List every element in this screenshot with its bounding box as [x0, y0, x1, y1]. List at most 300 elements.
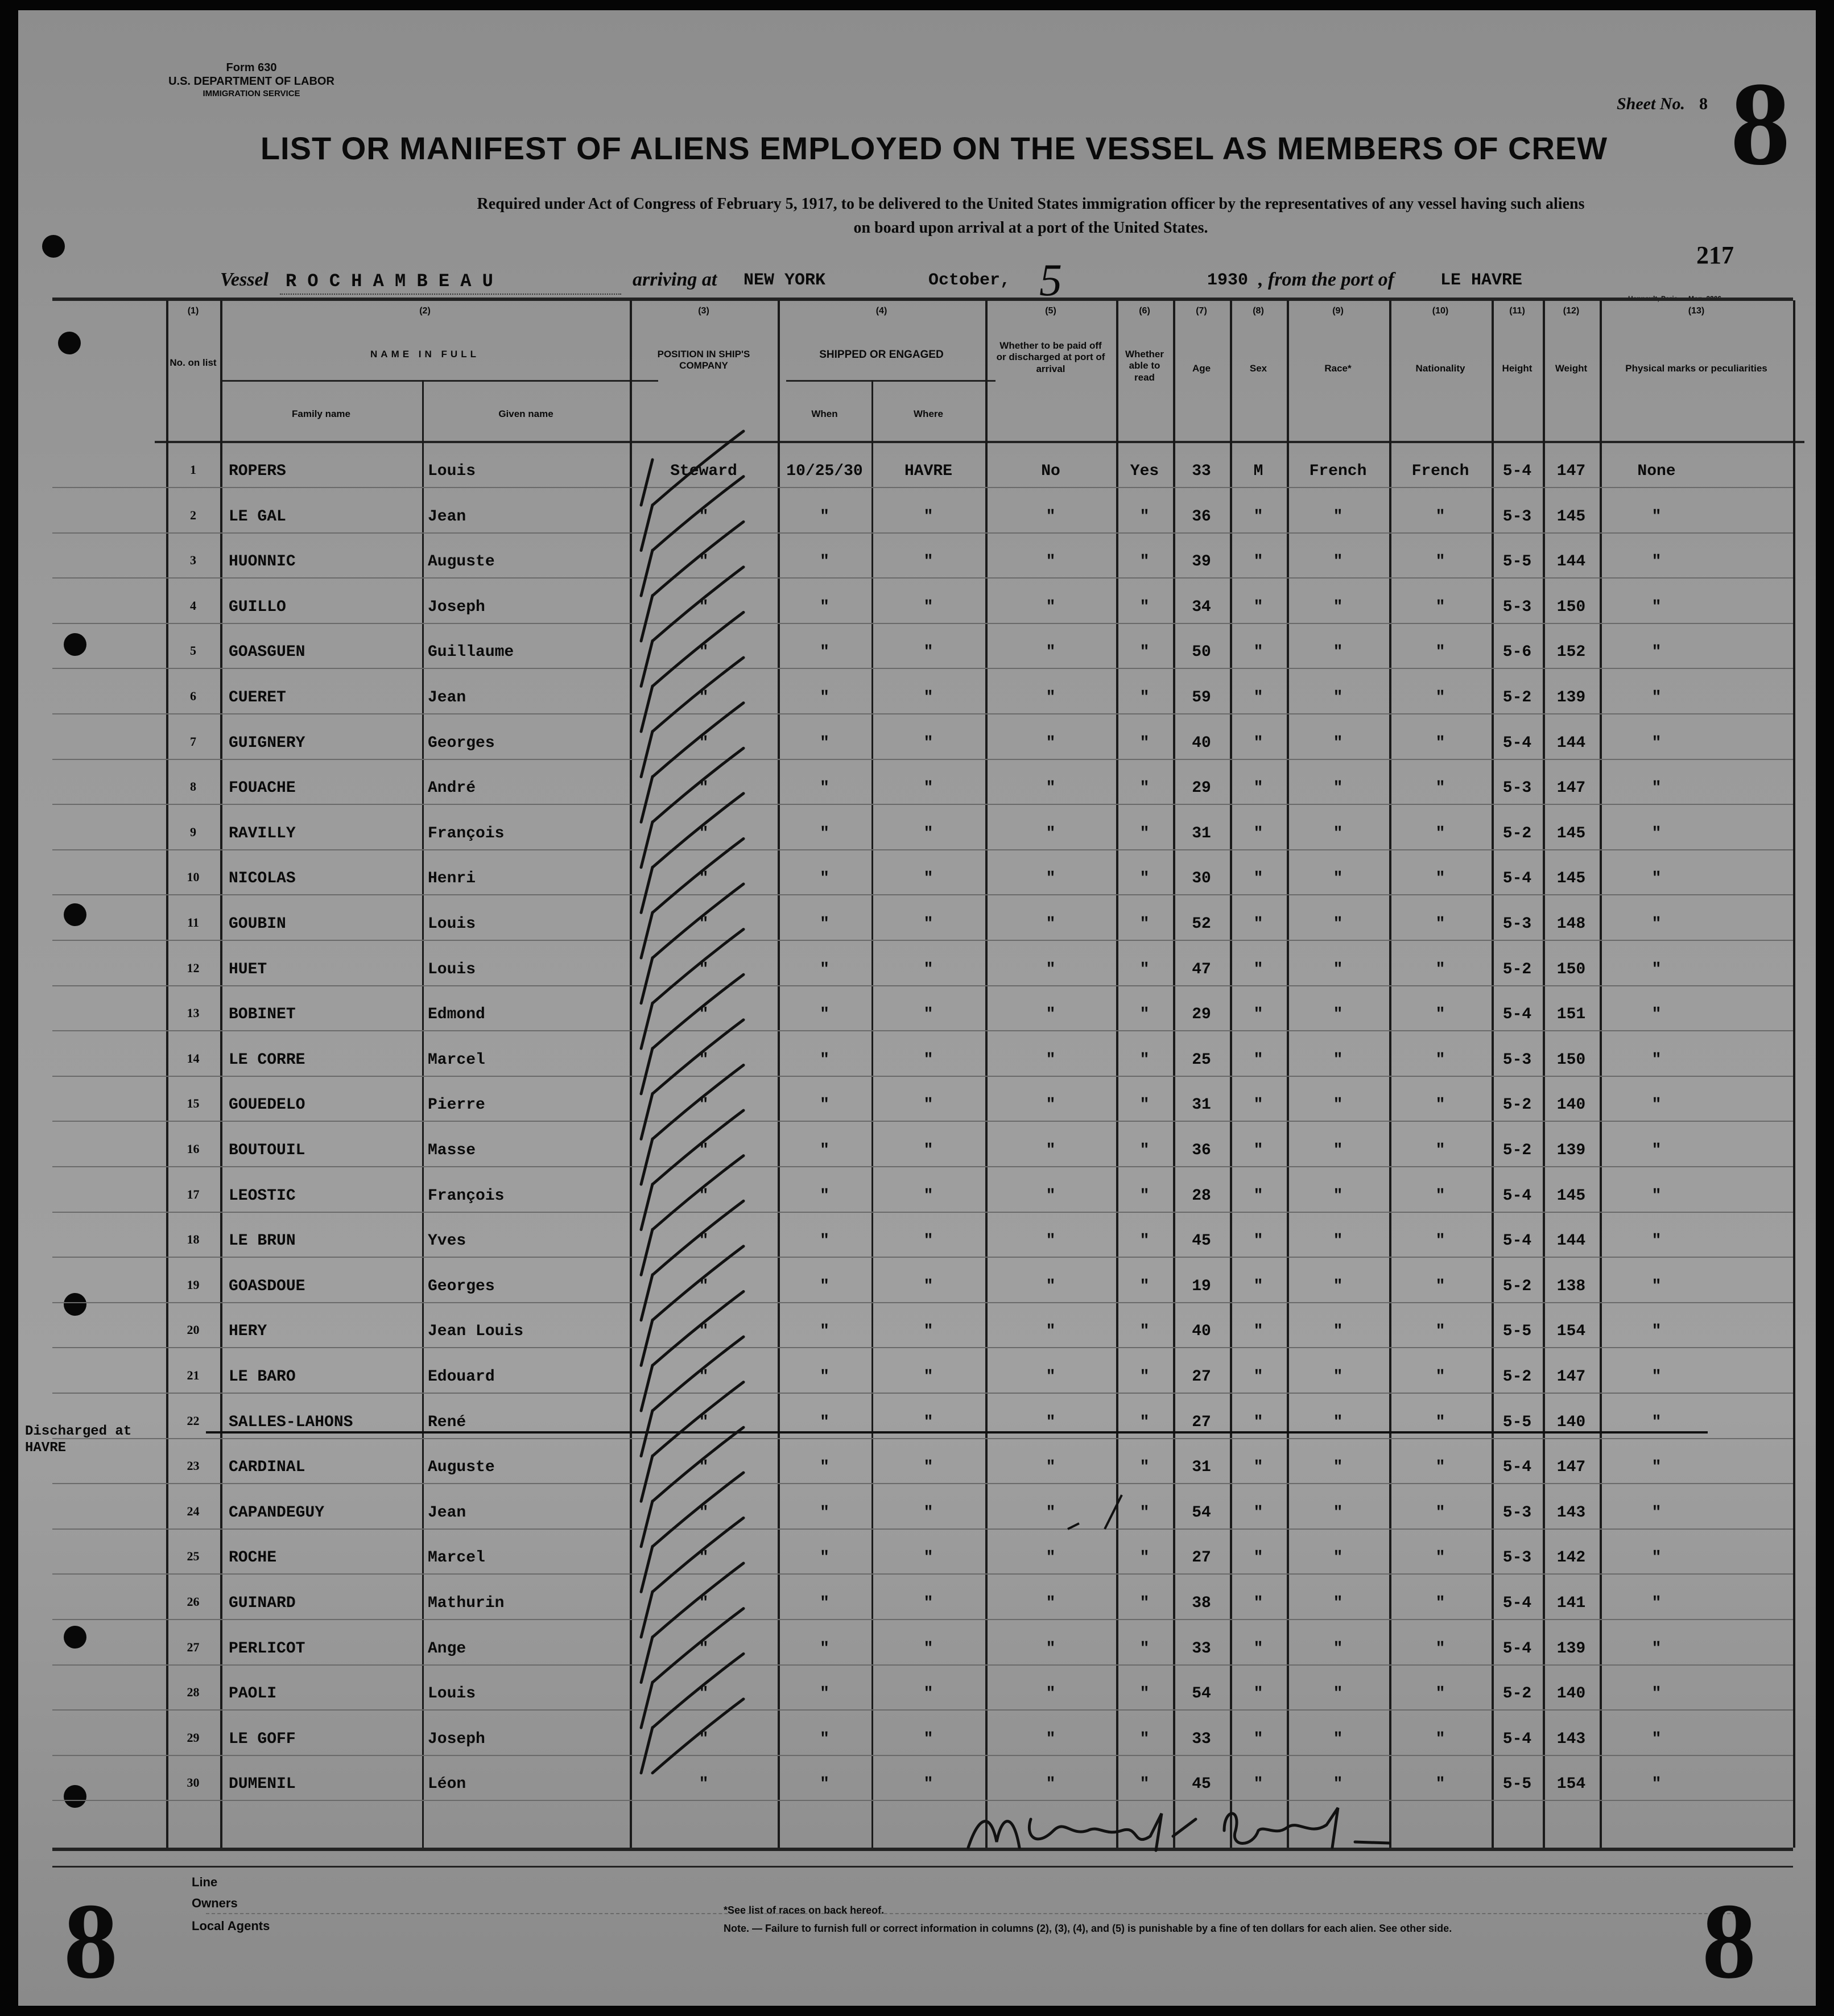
cell-sex: " [1253, 689, 1263, 707]
cell-given: Edmond [428, 1006, 485, 1024]
cell-sex: " [1253, 1503, 1263, 1522]
cell-paid-off: " [1046, 915, 1056, 933]
cell-race: " [1333, 1730, 1343, 1748]
cell-race: " [1333, 643, 1343, 662]
cell-family: HUET [229, 960, 267, 978]
col-number: (2) [419, 306, 431, 316]
cell-when: " [820, 1368, 829, 1386]
cell-nationality: " [1435, 1594, 1445, 1612]
cell-nationality: " [1435, 960, 1445, 978]
cell-no: 8 [190, 779, 196, 794]
cell-no: 13 [187, 1006, 200, 1021]
cell-sex: " [1253, 1368, 1263, 1386]
cell-race: " [1333, 1459, 1343, 1477]
row-rule [52, 1438, 1793, 1439]
cell-family: PAOLI [229, 1685, 277, 1703]
cell-given: François [428, 1187, 505, 1205]
cell-marks: " [1651, 1232, 1662, 1250]
cell-marks: " [1651, 1594, 1662, 1612]
row-rule [52, 1528, 1793, 1530]
cell-when: " [820, 1549, 829, 1567]
cell-paid-off: " [1046, 1277, 1056, 1295]
header-rule-shipped [786, 380, 996, 382]
vessel-name: R O C H A M B E A U [286, 271, 493, 292]
cell-where: " [923, 1277, 933, 1295]
col-divider [422, 380, 424, 1848]
position-check-marks [630, 397, 778, 1819]
cell-family: DUMENIL [229, 1775, 296, 1794]
cell-height: 5-6 [1502, 643, 1532, 662]
cell-family: LE GAL [229, 507, 286, 526]
cell-where: " [923, 1368, 933, 1386]
cell-nationality: " [1435, 1639, 1445, 1658]
sheet-number-large: 8 [1730, 58, 1790, 190]
cell-nationality: " [1435, 1685, 1445, 1703]
cell-height: 5-3 [1502, 598, 1532, 616]
cell-position: Steward [670, 462, 737, 480]
row-rule [52, 804, 1793, 805]
cell-no: 6 [190, 689, 196, 703]
cell-age: 30 [1192, 870, 1211, 888]
cell-family: RAVILLY [229, 824, 296, 842]
cell-height: 5-2 [1502, 1277, 1532, 1295]
cell-family: CAPANDEGUY [229, 1503, 325, 1522]
row-rule [52, 623, 1793, 624]
binding-hole [42, 235, 65, 258]
cell-race: " [1333, 1368, 1343, 1386]
cell-age: 31 [1192, 824, 1211, 842]
cell-where: " [923, 1006, 933, 1024]
cell-read: " [1139, 960, 1150, 978]
check-mark [641, 1065, 743, 1139]
cell-marks: " [1651, 1277, 1662, 1295]
cell-paid-off: " [1046, 1730, 1056, 1748]
cell-paid-off: No [1041, 462, 1060, 480]
col-header-sex: Sex [1249, 363, 1267, 374]
cell-given: Pierre [428, 1096, 485, 1114]
cell-weight: 145 [1556, 1187, 1586, 1205]
cell-position: " [699, 1775, 709, 1794]
table-top-border [52, 298, 1793, 301]
cell-given: André [428, 779, 476, 798]
cell-paid-off: " [1046, 779, 1056, 798]
cell-height: 5-2 [1502, 1096, 1532, 1114]
cell-age: 40 [1192, 734, 1211, 752]
cell-where: " [923, 598, 933, 616]
cell-paid-off: " [1046, 1685, 1056, 1703]
cell-read: " [1139, 643, 1150, 662]
cell-height: 5-4 [1502, 1730, 1532, 1748]
cell-family: CUERET [229, 689, 286, 707]
cell-height: 5-3 [1502, 915, 1532, 933]
col-number: (10) [1432, 306, 1449, 316]
cell-given: Yves [428, 1232, 466, 1250]
cell-no: 2 [190, 507, 196, 522]
cell-age: 27 [1192, 1413, 1211, 1431]
cell-position: " [699, 643, 709, 662]
footer-line-label: Line [192, 1875, 218, 1889]
cell-nationality: " [1435, 1142, 1445, 1159]
col-header-paid-off: Whether to be paid off or discharged at port of arrival [996, 340, 1105, 374]
cell-family: ROPERS [229, 462, 286, 480]
cell-when: " [820, 1730, 829, 1748]
cell-position: " [699, 824, 709, 842]
col-header-race: Race* [1324, 363, 1352, 374]
cell-age: 36 [1192, 1142, 1211, 1159]
cell-nationality: " [1435, 598, 1445, 616]
col-number: (12) [1563, 306, 1580, 316]
row-rule [52, 1121, 1793, 1122]
cell-position: " [699, 1096, 709, 1114]
cell-age: 54 [1192, 1503, 1211, 1522]
cell-age: 27 [1192, 1549, 1211, 1567]
cell-nationality: " [1435, 1413, 1445, 1431]
cell-position: " [699, 1006, 709, 1024]
cell-given: Marcel [428, 1051, 485, 1069]
cell-height: 5-4 [1502, 462, 1532, 480]
row-rule [52, 1393, 1793, 1394]
cell-sex: " [1253, 643, 1263, 662]
cell-where: " [923, 507, 933, 526]
cell-when: " [820, 1503, 829, 1522]
cell-sex: " [1253, 1459, 1263, 1477]
cell-where: " [923, 1187, 933, 1205]
cell-marks: " [1651, 507, 1662, 526]
cell-no: 10 [187, 870, 200, 885]
check-mark [641, 1382, 743, 1456]
cell-when: " [820, 734, 829, 752]
cell-when: " [820, 1594, 829, 1612]
cell-sex: " [1253, 1142, 1263, 1159]
cell-age: 50 [1192, 643, 1211, 662]
cell-marks: " [1651, 1006, 1662, 1024]
cell-position: " [699, 1730, 709, 1748]
race-footnote: *See list of races on back hereof. [724, 1905, 885, 1916]
cell-family: GOASDOUE [229, 1277, 305, 1295]
cell-weight: 145 [1556, 507, 1586, 526]
row-rule [52, 532, 1793, 534]
cell-read: " [1139, 1775, 1150, 1794]
cell-when: " [820, 1639, 829, 1658]
printer-mark: Hennault, Paris — Mon. 2206. [1628, 295, 1724, 303]
cell-no: 9 [190, 824, 196, 839]
cell-paid-off: " [1046, 1459, 1056, 1477]
cell-family: CARDINAL [229, 1459, 305, 1477]
cell-nationality: " [1435, 1730, 1445, 1748]
cell-nationality: " [1435, 643, 1445, 662]
cell-nationality: " [1435, 915, 1445, 933]
col-header-marks: Physical marks or peculiarities [1625, 363, 1767, 374]
row-rule [52, 849, 1793, 850]
manifest-page [18, 10, 1816, 2006]
footer-owners-label: Owners [192, 1896, 238, 1910]
cell-given: Georges [428, 734, 495, 752]
cell-age: 38 [1192, 1594, 1211, 1612]
cell-given: Georges [428, 1277, 495, 1295]
cell-read: " [1139, 598, 1150, 616]
arriving-port: NEW YORK [743, 271, 826, 290]
cell-read: " [1139, 1096, 1150, 1114]
cell-position: " [699, 1368, 709, 1386]
col-header-weight: Weight [1555, 363, 1588, 374]
check-mark [641, 522, 743, 596]
cell-read: " [1139, 1142, 1150, 1159]
cell-weight: 140 [1556, 1685, 1586, 1703]
cell-paid-off: " [1046, 1187, 1056, 1205]
cell-where: " [923, 1096, 933, 1114]
cell-nationality: " [1435, 553, 1445, 571]
cell-height: 5-5 [1502, 553, 1532, 571]
binding-hole [64, 1785, 86, 1808]
cell-sex: " [1253, 734, 1263, 752]
cell-family: LEOSTIC [229, 1187, 296, 1205]
check-mark [641, 1609, 743, 1683]
cell-sex: " [1253, 1685, 1263, 1703]
check-mark [641, 477, 743, 551]
col-number: (4) [875, 306, 887, 316]
cell-position: " [699, 507, 709, 526]
cell-family: FOUACHE [229, 779, 296, 798]
binding-hole [64, 633, 86, 656]
cell-sex: " [1253, 779, 1263, 798]
cell-when: " [820, 960, 829, 978]
cell-race: " [1333, 1142, 1343, 1159]
col-number: (7) [1196, 306, 1207, 316]
cell-where: " [923, 1051, 933, 1069]
cell-given: Louis [428, 462, 476, 480]
row-rule [52, 894, 1793, 895]
cell-family: GUINARD [229, 1594, 296, 1612]
cell-where: " [923, 1142, 933, 1159]
cell-given: Jean [428, 507, 466, 526]
cell-age: 19 [1192, 1277, 1211, 1295]
cell-race: " [1333, 1639, 1343, 1658]
cell-age: 47 [1192, 960, 1211, 978]
cell-when: " [820, 1232, 829, 1250]
cell-sex: " [1253, 507, 1263, 526]
cell-family: HERY [229, 1323, 267, 1341]
col-number: (11) [1509, 306, 1525, 316]
cell-weight: 145 [1556, 870, 1586, 888]
cell-weight: 139 [1556, 1639, 1586, 1658]
cell-sex: " [1253, 960, 1263, 978]
cell-marks: " [1651, 1096, 1662, 1114]
sheet-number: 8 [1699, 94, 1708, 113]
strikeout-line [206, 1431, 1708, 1433]
cell-when: " [820, 1006, 829, 1024]
cell-where: " [923, 734, 933, 752]
check-mark [641, 1337, 743, 1411]
cell-height: 5-2 [1502, 824, 1532, 842]
cell-race: " [1333, 598, 1343, 616]
cell-age: 31 [1192, 1096, 1211, 1114]
cell-where: " [923, 643, 933, 662]
cell-paid-off: " [1046, 643, 1056, 662]
cell-sex: " [1253, 915, 1263, 933]
cell-family: GOUEDELO [229, 1096, 305, 1114]
department-name: U.S. DEPARTMENT OF LABOR [168, 75, 334, 88]
cell-read: " [1139, 1594, 1150, 1612]
subtitle-line-1: Required under Act of Congress of February 5, 1917, to be delivered to the United States immigration officer by the representatives of any vessel having such aliens [477, 195, 1585, 213]
col-number: (5) [1045, 306, 1056, 316]
cell-where: " [923, 915, 933, 933]
cell-marks: " [1651, 1187, 1662, 1205]
cell-when: " [820, 1413, 829, 1431]
vessel-label: Vessel [220, 269, 269, 290]
cell-read: " [1139, 689, 1150, 707]
cell-paid-off: " [1046, 1323, 1056, 1341]
cell-no: 12 [187, 960, 200, 975]
table-bottom-border [52, 1848, 1793, 1851]
cell-weight: 144 [1556, 734, 1586, 752]
cell-nationality: " [1435, 1232, 1445, 1250]
cell-sex: " [1253, 1187, 1263, 1205]
footer-agents-label: Local Agents [192, 1919, 270, 1933]
col-header-given: Given name [498, 408, 553, 419]
col-header-position: POSITION IN SHIP'S COMPANY [657, 349, 750, 371]
cell-sex: " [1253, 553, 1263, 571]
binding-hole [64, 1626, 86, 1649]
cell-read: " [1139, 1685, 1150, 1703]
cell-family: BOUTOUIL [229, 1142, 305, 1159]
check-mark [641, 1291, 743, 1365]
check-mark [641, 431, 743, 505]
cell-marks: " [1651, 689, 1662, 707]
cell-read: Yes [1130, 462, 1159, 480]
check-mark [641, 1020, 743, 1094]
cell-read: " [1139, 779, 1150, 798]
cell-paid-off: " [1046, 598, 1056, 616]
cell-race: " [1333, 1277, 1343, 1295]
cell-position: " [699, 734, 709, 752]
cell-where: " [923, 1685, 933, 1703]
cell-age: 33 [1192, 462, 1211, 480]
arriving-label: arriving at [633, 269, 717, 290]
cell-age: 39 [1192, 553, 1211, 571]
cell-paid-off: " [1046, 734, 1056, 752]
cell-paid-off: " [1046, 870, 1056, 888]
cell-when: " [820, 553, 829, 571]
row-rule [52, 577, 1793, 579]
cell-when: " [820, 507, 829, 526]
cell-weight: 143 [1556, 1730, 1586, 1748]
cell-age: 40 [1192, 1323, 1211, 1341]
cell-position: " [699, 1323, 709, 1341]
check-mark [641, 1473, 743, 1547]
cell-given: Mathurin [428, 1594, 505, 1612]
cell-race: " [1333, 1051, 1343, 1069]
cell-nationality: " [1435, 1503, 1445, 1522]
cell-no: 7 [190, 734, 196, 749]
cell-when: 10/25/30 [786, 462, 863, 480]
cell-race: " [1333, 779, 1343, 798]
cell-read: " [1139, 1277, 1150, 1295]
col-header-family: Family name [292, 408, 350, 419]
cell-marks: " [1651, 915, 1662, 933]
cell-where: " [923, 1775, 933, 1794]
cell-age: 54 [1192, 1685, 1211, 1703]
cell-height: 5-5 [1502, 1413, 1532, 1431]
cell-race: " [1333, 1685, 1343, 1703]
cell-marks: " [1651, 643, 1662, 662]
cell-marks: " [1651, 598, 1662, 616]
cell-race: " [1333, 1503, 1343, 1522]
check-mark [641, 974, 743, 1048]
cell-marks: " [1651, 1051, 1662, 1069]
cell-sex: " [1253, 1594, 1263, 1612]
cell-marks: " [1651, 1459, 1662, 1477]
cell-nationality: " [1435, 507, 1445, 526]
form-number: Form 630 [226, 61, 277, 74]
cell-given: Jean [428, 1503, 466, 1522]
cell-paid-off: " [1046, 507, 1056, 526]
cell-weight: 142 [1556, 1549, 1586, 1567]
cell-sex: " [1253, 870, 1263, 888]
row-rule [52, 1709, 1793, 1711]
cell-paid-off: " [1046, 1775, 1056, 1794]
cell-race: " [1333, 1594, 1343, 1612]
cell-read: " [1139, 507, 1150, 526]
check-mark [641, 567, 743, 641]
cell-race: " [1333, 1775, 1343, 1794]
cell-marks: None [1637, 462, 1676, 480]
cell-marks: " [1651, 1413, 1662, 1431]
cell-nationality: " [1435, 1368, 1445, 1386]
cell-family: ROCHE [229, 1549, 277, 1567]
cell-height: 5-4 [1502, 1187, 1532, 1205]
cell-race: " [1333, 1549, 1343, 1567]
page-title: LIST OR MANIFEST OF ALIENS EMPLOYED ON THE VESSEL AS MEMBERS OF CREW [260, 130, 1608, 166]
cell-race: " [1333, 1232, 1343, 1250]
cell-paid-off: " [1046, 1413, 1056, 1431]
row-rule [52, 1664, 1793, 1666]
cell-when: " [820, 1323, 829, 1341]
binding-hole [58, 332, 81, 354]
header-rule-names [220, 380, 658, 382]
cell-marks: " [1651, 1142, 1662, 1159]
cell-paid-off: " [1046, 1142, 1056, 1159]
col-header-nationality: Nationality [1415, 363, 1465, 374]
cell-when: " [820, 689, 829, 707]
cell-paid-off: " [1046, 553, 1056, 571]
cell-race: " [1333, 1006, 1343, 1024]
cell-position: " [699, 1413, 709, 1431]
row-rule [52, 1347, 1793, 1348]
cell-read: " [1139, 824, 1150, 842]
row-rule [52, 1302, 1793, 1303]
cell-no: 28 [187, 1685, 200, 1700]
cell-no: 11 [187, 915, 199, 929]
cell-paid-off: " [1046, 1006, 1056, 1024]
cell-position: " [699, 598, 709, 616]
vessel-underline [280, 294, 621, 295]
sheet-number-footer-left: 8 [64, 1882, 118, 2001]
cell-race: " [1333, 1187, 1343, 1205]
cell-given: Auguste [428, 553, 495, 571]
cell-position: " [699, 779, 709, 798]
cell-read: " [1139, 1549, 1150, 1567]
cell-age: 59 [1192, 689, 1211, 707]
cell-marks: " [1651, 1730, 1662, 1748]
cell-weight: 150 [1556, 1051, 1586, 1069]
cell-given: Henri [428, 870, 476, 888]
cell-nationality: " [1435, 1775, 1445, 1794]
arrival-month: October, [928, 271, 1011, 290]
cell-race: " [1333, 960, 1343, 978]
cell-position: " [699, 960, 709, 978]
cell-height: 5-4 [1502, 1459, 1532, 1477]
cell-no: 20 [187, 1323, 200, 1337]
